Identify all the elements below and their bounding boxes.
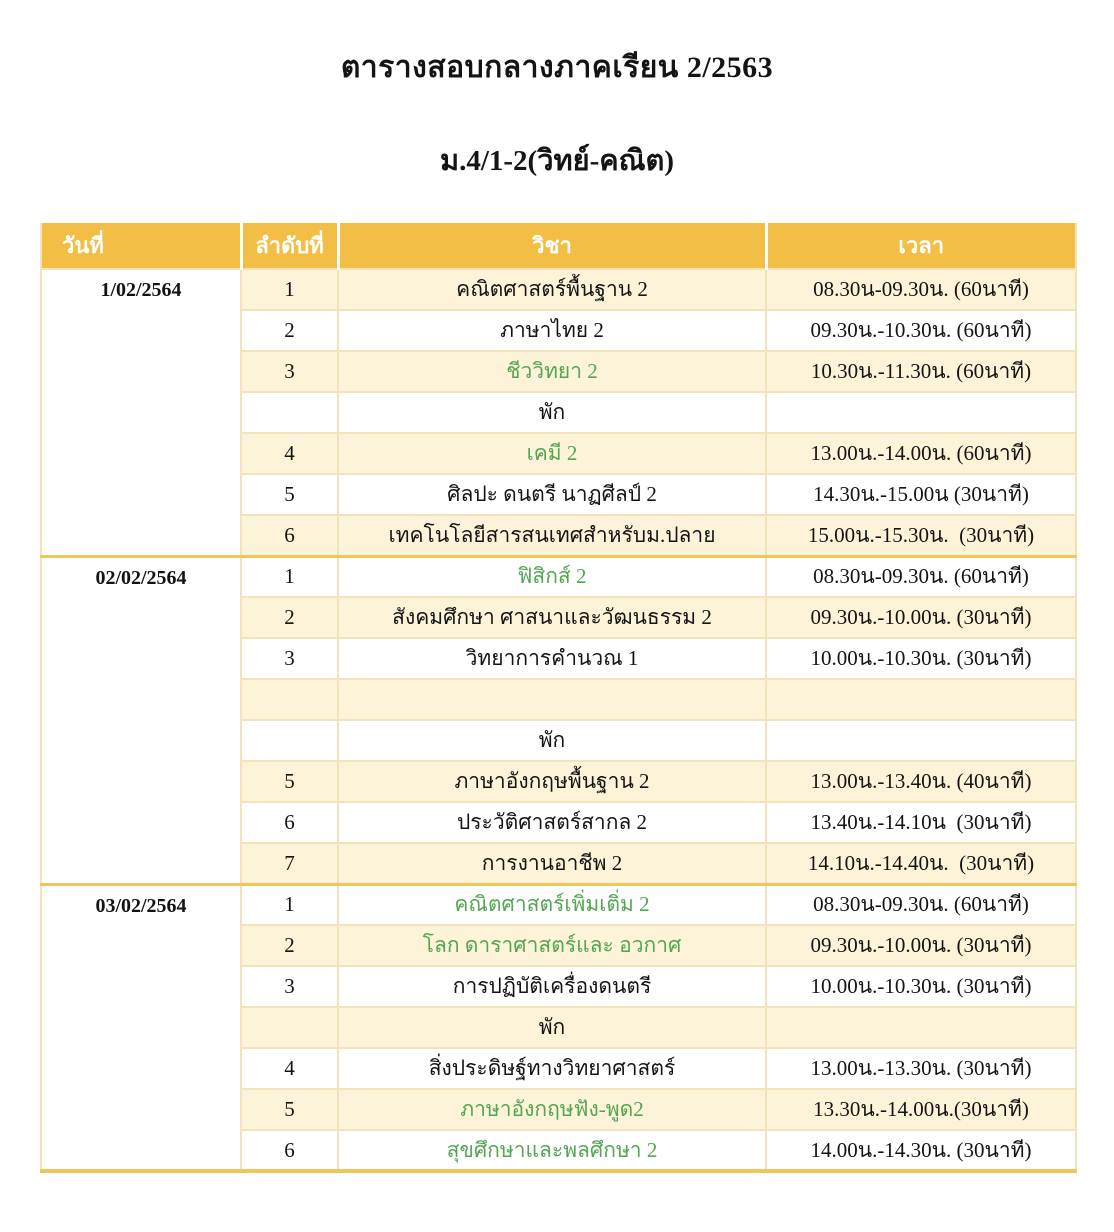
time-cell: 13.40น.-14.10น (30นาที) [766, 802, 1076, 843]
time-cell: 15.00น.-15.30น. (30นาที) [766, 515, 1076, 556]
time-cell: 10.00น.-10.30น. (30นาที) [766, 966, 1076, 1007]
subject-cell: เคมี 2 [338, 433, 766, 474]
order-cell: 3 [241, 351, 338, 392]
subject-cell: เทคโนโลยีสารสนเทศสำหรับม.ปลาย [338, 515, 766, 556]
column-header-subject: วิชา [338, 223, 766, 269]
column-header-date: วันที่ [41, 223, 241, 269]
subject-cell: พัก [338, 1007, 766, 1048]
order-cell: 4 [241, 1048, 338, 1089]
time-cell: 10.30น.-11.30น. (60นาที) [766, 351, 1076, 392]
subject-cell: พัก [338, 392, 766, 433]
order-cell: 3 [241, 966, 338, 1007]
order-cell: 1 [241, 269, 338, 310]
order-cell: 2 [241, 597, 338, 638]
order-cell: 2 [241, 925, 338, 966]
subject-cell: ภาษาอังกฤษฟัง-พูด2 [338, 1089, 766, 1130]
subject-cell: พัก [338, 720, 766, 761]
order-cell: 6 [241, 802, 338, 843]
order-cell [241, 720, 338, 761]
table-row [41, 556, 1076, 597]
order-cell: 7 [241, 843, 338, 884]
order-cell: 5 [241, 761, 338, 802]
order-cell: 6 [241, 1130, 338, 1171]
subject-cell: สุขศึกษาและพลศึกษา 2 [338, 1130, 766, 1171]
subject-cell: คณิตศาสตร์พื้นฐาน 2 [338, 269, 766, 310]
time-cell: 14.30น.-15.00น (30นาที) [766, 474, 1076, 515]
time-cell: 14.10น.-14.40น. (30นาที) [766, 843, 1076, 884]
subject-cell: ภาษาไทย 2 [338, 310, 766, 351]
date-cell: 03/02/2564 [41, 884, 241, 1171]
order-cell: 4 [241, 433, 338, 474]
table-header-row [41, 223, 1076, 269]
order-cell: 3 [241, 638, 338, 679]
time-cell: 09.30น.-10.00น. (30นาที) [766, 925, 1076, 966]
column-header-order: ลำดับที่ [241, 223, 338, 269]
time-cell [766, 679, 1076, 720]
subject-cell: ศิลปะ ดนตรี นาฏศีลป์ 2 [338, 474, 766, 515]
time-cell: 09.30น.-10.30น. (60นาที) [766, 310, 1076, 351]
exam-schedule-table [40, 223, 1077, 1173]
time-cell: 09.30น.-10.00น. (30นาที) [766, 597, 1076, 638]
order-cell: 5 [241, 1089, 338, 1130]
time-cell: 08.30น-09.30น. (60นาที) [766, 556, 1076, 597]
time-cell [766, 1007, 1076, 1048]
time-cell: 13.00น.-14.00น. (60นาที) [766, 433, 1076, 474]
subject-cell: ฟิสิกส์ 2 [338, 556, 766, 597]
time-cell: 14.00น.-14.30น. (30นาที) [766, 1130, 1076, 1171]
order-cell: 6 [241, 515, 338, 556]
date-cell: 1/02/2564 [41, 269, 241, 556]
subject-cell: โลก ดาราศาสตร์และ อวกาศ [338, 925, 766, 966]
order-cell [241, 392, 338, 433]
subject-cell: วิทยาการคำนวณ 1 [338, 638, 766, 679]
time-cell: 13.00น.-13.40น. (40นาที) [766, 761, 1076, 802]
order-cell [241, 1007, 338, 1048]
time-cell: 13.00น.-13.30น. (30นาที) [766, 1048, 1076, 1089]
order-cell [241, 679, 338, 720]
subject-cell: การปฏิบัติเครื่องดนตรี [338, 966, 766, 1007]
subject-cell: ภาษาอังกฤษพื้นฐาน 2 [338, 761, 766, 802]
table-row [41, 269, 1076, 310]
subject-cell: การงานอาชีพ 2 [338, 843, 766, 884]
table-row [41, 884, 1076, 925]
time-cell: 08.30น-09.30น. (60นาที) [766, 884, 1076, 925]
order-cell: 2 [241, 310, 338, 351]
time-cell: 08.30น-09.30น. (60นาที) [766, 269, 1076, 310]
subject-cell [338, 679, 766, 720]
subject-cell: คณิตศาสตร์เพิ่มเติ่ม 2 [338, 884, 766, 925]
page-title: ตารางสอบกลางภาคเรียน 2/2563 [340, 51, 774, 84]
time-cell: 13.30น.-14.00น.(30นาที) [766, 1089, 1076, 1130]
order-cell: 1 [241, 884, 338, 925]
class-subtitle: ม.4/1-2(วิทย์-คณิต) [439, 145, 675, 177]
subject-cell: ชีววิทยา 2 [338, 351, 766, 392]
time-cell: 10.00น.-10.30น. (30นาที) [766, 638, 1076, 679]
subject-cell: สิ่งประดิษฐ์ทางวิทยาศาสตร์ [338, 1048, 766, 1089]
subject-cell: ประวัติศาสตร์สากล 2 [338, 802, 766, 843]
date-cell: 02/02/2564 [41, 556, 241, 884]
time-cell [766, 720, 1076, 761]
subject-cell: สังคมศึกษา ศาสนาและวัฒนธรรม 2 [338, 597, 766, 638]
order-cell: 1 [241, 556, 338, 597]
order-cell: 5 [241, 474, 338, 515]
time-cell [766, 392, 1076, 433]
column-header-time: เวลา [766, 223, 1076, 269]
